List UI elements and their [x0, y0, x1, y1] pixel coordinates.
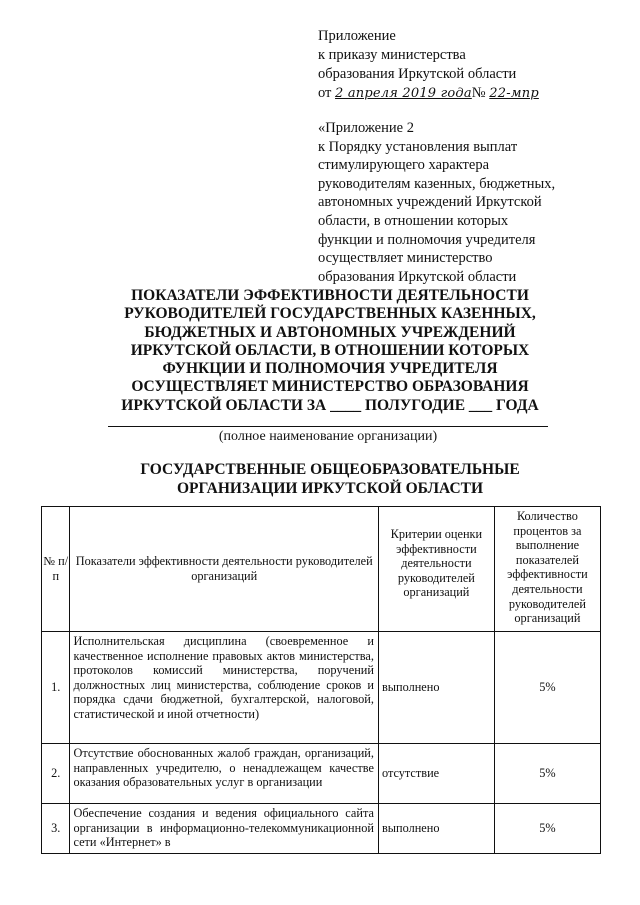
section-title-line: ОРГАНИЗАЦИИ ИРКУТСКОЙ ОБЛАСТИ — [176, 479, 484, 497]
table-row — [42, 632, 601, 744]
header-number: № п/п — [42, 507, 70, 632]
appendix-line-3: образования Иркутской области — [318, 66, 517, 82]
header-indicator: Показатели эффективности деятельности руководителей организаций — [70, 507, 378, 632]
row-indicator: Отсутствие обоснованных жалоб граждан, организаций, направленных учредителю, о ненадлежащем качестве оказания образовательных услуг в организации — [70, 744, 378, 804]
title-line: ПОКАЗАТЕЛИ ЭФФЕКТИВНОСТИ ДЕЯТЕЛЬНОСТИ — [131, 287, 529, 304]
row-number: 2. — [42, 744, 70, 804]
appendix2-line: к Порядку установления выплат — [318, 138, 518, 155]
appendix2-line: образования Иркутской области — [318, 268, 517, 285]
table-row — [42, 744, 601, 804]
header-percent: Количество процентов за выполнение показателей эффективности деятельности руководителей организаций — [494, 507, 600, 632]
order-date-number-line — [318, 84, 539, 103]
from-prefix: от — [318, 85, 332, 101]
handwritten-date: 2 апреля 2019 года — [335, 86, 472, 101]
row-percent: 5% — [494, 632, 600, 744]
row-number: 3. — [42, 804, 70, 854]
title-line: ОСУЩЕСТВЛЯЕТ МИНИСТЕРСТВО ОБРАЗОВАНИЯ — [131, 378, 529, 396]
section-title — [90, 461, 570, 498]
title-line: ИРКУТСКОЙ ОБЛАСТИ ЗА ____ ПОЛУГОДИЕ ___ ГОДА — [121, 396, 539, 414]
appendix2-line: автономных учреждений Иркутской — [318, 194, 542, 211]
number-prefix: № — [471, 85, 486, 101]
row-criteria: выполнено — [378, 804, 494, 854]
handwritten-number: 22-мпр — [489, 86, 539, 101]
appendix2-line: стимулирующего характера — [318, 157, 490, 174]
indicators-table — [41, 506, 601, 854]
row-criteria: выполнено — [378, 632, 494, 744]
title-line: РУКОВОДИТЕЛЕЙ ГОСУДАРСТВЕННЫХ КАЗЕННЫХ, — [124, 305, 536, 323]
organization-name-caption: (полное наименование организации) — [218, 429, 438, 444]
organization-name-line — [108, 426, 548, 427]
order-appendix-header — [318, 27, 539, 103]
appendix-line-2: к приказу министерства — [318, 47, 466, 63]
appendix-line-1: Приложение — [318, 28, 396, 44]
appendix2-line: осуществляет министерство — [318, 250, 493, 267]
row-percent: 5% — [494, 804, 600, 854]
table-row — [42, 804, 601, 854]
table-header-row — [42, 507, 601, 632]
appendix2-line: руководителям казенных, бюджетных, — [318, 175, 556, 192]
appendix2-line: функции и полномочия учредителя — [318, 231, 536, 248]
title-line: ИРКУТСКОЙ ОБЛАСТИ, В ОТНОШЕНИИ КОТОРЫХ — [130, 341, 530, 359]
header-criteria: Критерии оценки эффективности деятельности руководителей организаций — [378, 507, 494, 632]
appendix2-line: области, в отношении которых — [318, 212, 509, 229]
title-line: ФУНКЦИИ И ПОЛНОМОЧИЯ УЧРЕДИТЕЛЯ — [162, 360, 498, 378]
row-number: 1. — [42, 632, 70, 744]
document-title — [90, 287, 570, 415]
section-title-line: ГОСУДАРСТВЕННЫЕ ОБЩЕОБРАЗОВАТЕЛЬНЫЕ — [140, 461, 520, 478]
appendix2-line: «Приложение 2 — [318, 120, 414, 136]
row-indicator: Исполнительская дисциплина (своевременное и качественное исполнение правовых актов министерства, протоколов комиссий министерства, поручений должностных лиц министерства, соблюдение сроков и порядка сдачи бюджетной, бухгалтерской, налоговой, статистической и иной отчетности) — [70, 632, 378, 744]
row-percent: 5% — [494, 744, 600, 804]
row-indicator: Обеспечение создания и ведения официального сайта организации в информационно-телекоммуникационной сети «Интернет» в — [70, 804, 378, 854]
title-line: БЮДЖЕТНЫХ И АВТОНОМНЫХ УЧРЕЖДЕНИЙ — [144, 323, 516, 341]
appendix-2-header — [318, 119, 618, 286]
row-criteria: отсутствие — [378, 744, 494, 804]
